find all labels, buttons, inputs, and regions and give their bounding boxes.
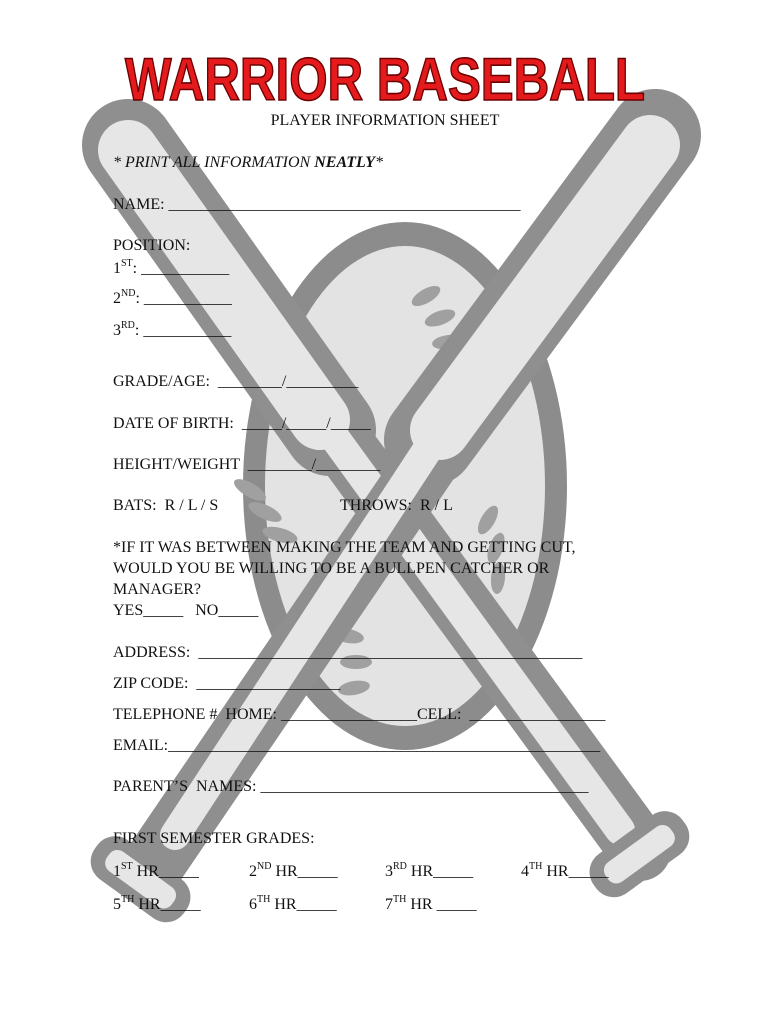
height-weight-field[interactable]: HEIGHT/WEIGHT ________/________ [113, 456, 381, 473]
position-first-number: 1 [113, 260, 121, 277]
hr-3-blank: HR_____ [406, 863, 474, 880]
name-field[interactable]: NAME: ____________________________________________ [113, 196, 521, 213]
hr-4-suffix: TH [529, 861, 543, 872]
position-second-number: 2 [113, 290, 121, 307]
hr-7-blank: HR _____ [406, 896, 477, 913]
position-third-blank: : ___________ [134, 322, 232, 339]
hr-2-suffix: ND [257, 861, 272, 872]
form-subtitle: PLAYER INFORMATION SHEET [270, 112, 500, 129]
print-instruction [113, 155, 383, 171]
position-second-field[interactable] [113, 289, 232, 307]
hr-3-number: 3 [385, 863, 393, 880]
hr-1-number: 1 [113, 863, 121, 880]
address-field[interactable]: ADDRESS: ________________________________________________ [113, 644, 583, 661]
position-first-blank: : ___________ [132, 260, 230, 277]
hr-1-blank: HR_____ [132, 863, 199, 880]
hr-4-number: 4 [521, 863, 529, 880]
position-heading: POSITION: [113, 237, 191, 254]
bullpen-question-line-2: WOULD YOU BE WILLING TO BE A BULLPEN CATCHER OR [113, 560, 550, 577]
hr-4-blank: HR_____ [542, 863, 609, 880]
hr-6-number: 6 [249, 896, 257, 913]
bats-field[interactable]: BATS: R / L / S [113, 497, 219, 514]
grade-hr-5-field[interactable] [113, 895, 201, 913]
grade-hr-7-field[interactable] [385, 895, 477, 913]
grade-hr-4-field[interactable] [521, 862, 609, 880]
grade-age-field[interactable]: GRADE/AGE: ________/_________ [113, 373, 359, 390]
grade-hr-6-field[interactable] [249, 895, 337, 913]
email-field[interactable]: EMAIL:______________________________________________________ [113, 737, 601, 754]
hr-2-number: 2 [249, 863, 257, 880]
bullpen-question-line-3: MANAGER? [113, 581, 201, 598]
instruction-text: * PRINT ALL INFORMATION [113, 154, 315, 171]
position-first-suffix: ST [121, 258, 133, 269]
grade-hr-1-field[interactable] [113, 862, 199, 880]
hr-7-number: 7 [385, 896, 393, 913]
telephone-field[interactable]: TELEPHONE # HOME: _________________CELL: _________________ [113, 706, 606, 723]
grades-heading: FIRST SEMESTER GRADES: [113, 830, 315, 847]
date-of-birth-field[interactable]: DATE OF BIRTH: _____/_____/_____ [113, 415, 371, 432]
bullpen-question-line-1: *IF IT WAS BETWEEN MAKING THE TEAM AND GETTING CUT, [113, 539, 576, 556]
grade-hr-3-field[interactable] [385, 862, 473, 880]
hr-6-suffix: TH [257, 894, 271, 905]
hr-5-suffix: TH [121, 894, 135, 905]
throws-field[interactable]: THROWS: R / L [340, 497, 453, 514]
hr-5-blank: HR_____ [134, 896, 201, 913]
position-second-suffix: ND [121, 288, 136, 299]
hr-1-suffix: ST [121, 861, 133, 872]
position-third-suffix: RD [121, 320, 135, 331]
hr-5-number: 5 [113, 896, 121, 913]
position-third-field[interactable] [113, 321, 231, 339]
hr-3-suffix: RD [393, 861, 407, 872]
instruction-emphasis: NEATLY [314, 154, 375, 171]
hr-7-suffix: TH [393, 894, 407, 905]
grade-hr-2-field[interactable] [249, 862, 338, 880]
instruction-suffix: * [374, 154, 383, 171]
page-title: WARRIOR BASEBALL [125, 46, 645, 113]
hr-6-blank: HR_____ [270, 896, 337, 913]
hr-2-blank: HR_____ [271, 863, 338, 880]
position-second-blank: : ___________ [135, 290, 232, 307]
bullpen-yes-no-field[interactable]: YES_____ NO_____ [113, 602, 259, 619]
position-third-number: 3 [113, 322, 121, 339]
position-first-field[interactable] [113, 259, 229, 277]
parents-names-field[interactable]: PARENT’S NAMES: _________________________________________ [113, 778, 589, 795]
zip-code-field[interactable]: ZIP CODE: __________________ [113, 675, 341, 692]
